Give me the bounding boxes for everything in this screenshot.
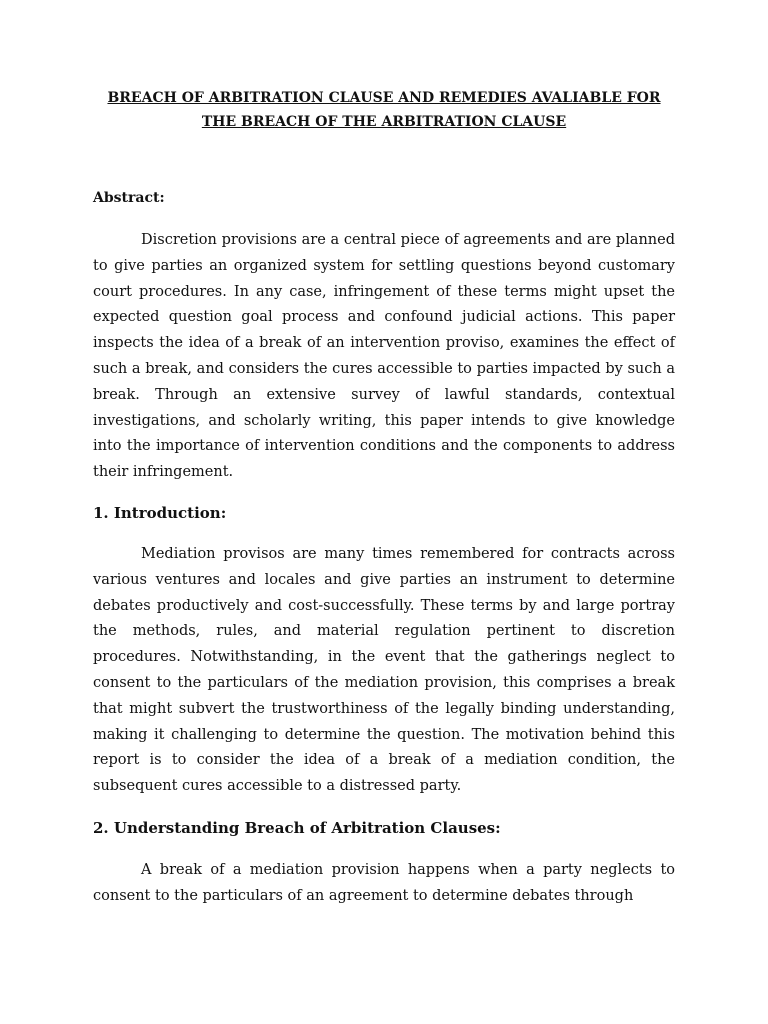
understanding-breach-paragraph: A break of a mediation provision happens when a party neglects to consent to the particulars of an agreement to determine debates through [93,861,675,904]
document-title-line-2: THE BREACH OF THE ARBITRATION CLAUSE [201,114,567,130]
abstract-heading: Abstract: [93,190,165,206]
document-title-line-1: BREACH OF ARBITRATION CLAUSE AND REMEDIES AVALIABLE FOR [107,90,661,106]
understanding-breach-heading: 2. Understanding Breach of Arbitration Clauses: [93,818,501,837]
introduction-heading: 1. Introduction: [93,503,227,522]
introduction-paragraph: Mediation provisos are many times remembered for contracts across various ventures and locales and give parties an instrument to determine debates productively and cost-successfully. These terms by and large portray the methods, rules, and material regulation pertinent to discretion procedures. Notwithstanding, in the event that the gatherings neglect to consent to the particulars of the mediation provision, this comprises a break that might subvert the trustworthiness of the legally binding understanding, making it challenging to determine the question. The motivation behind this report is to consider the idea of a break of a mediation condition, the subsequent cures accessible to a distressed party. [93,545,675,795]
abstract-paragraph: Discretion provisions are a central piece of agreements and are planned to give parties an organized system for settling questions beyond customary court procedures. In any case, infringement of these terms might upset the expected question goal process and confound judicial actions. This paper inspects the idea of a break of an intervention proviso, examines the effect of such a break, and considers the cures accessible to parties impacted by such a break. Through an extensive survey of lawful standards, contextual investigations, and scholarly writing, this paper intends to give knowledge into the importance of intervention conditions and the components to address their infringement. [93,232,675,481]
document-body [93,86,675,910]
